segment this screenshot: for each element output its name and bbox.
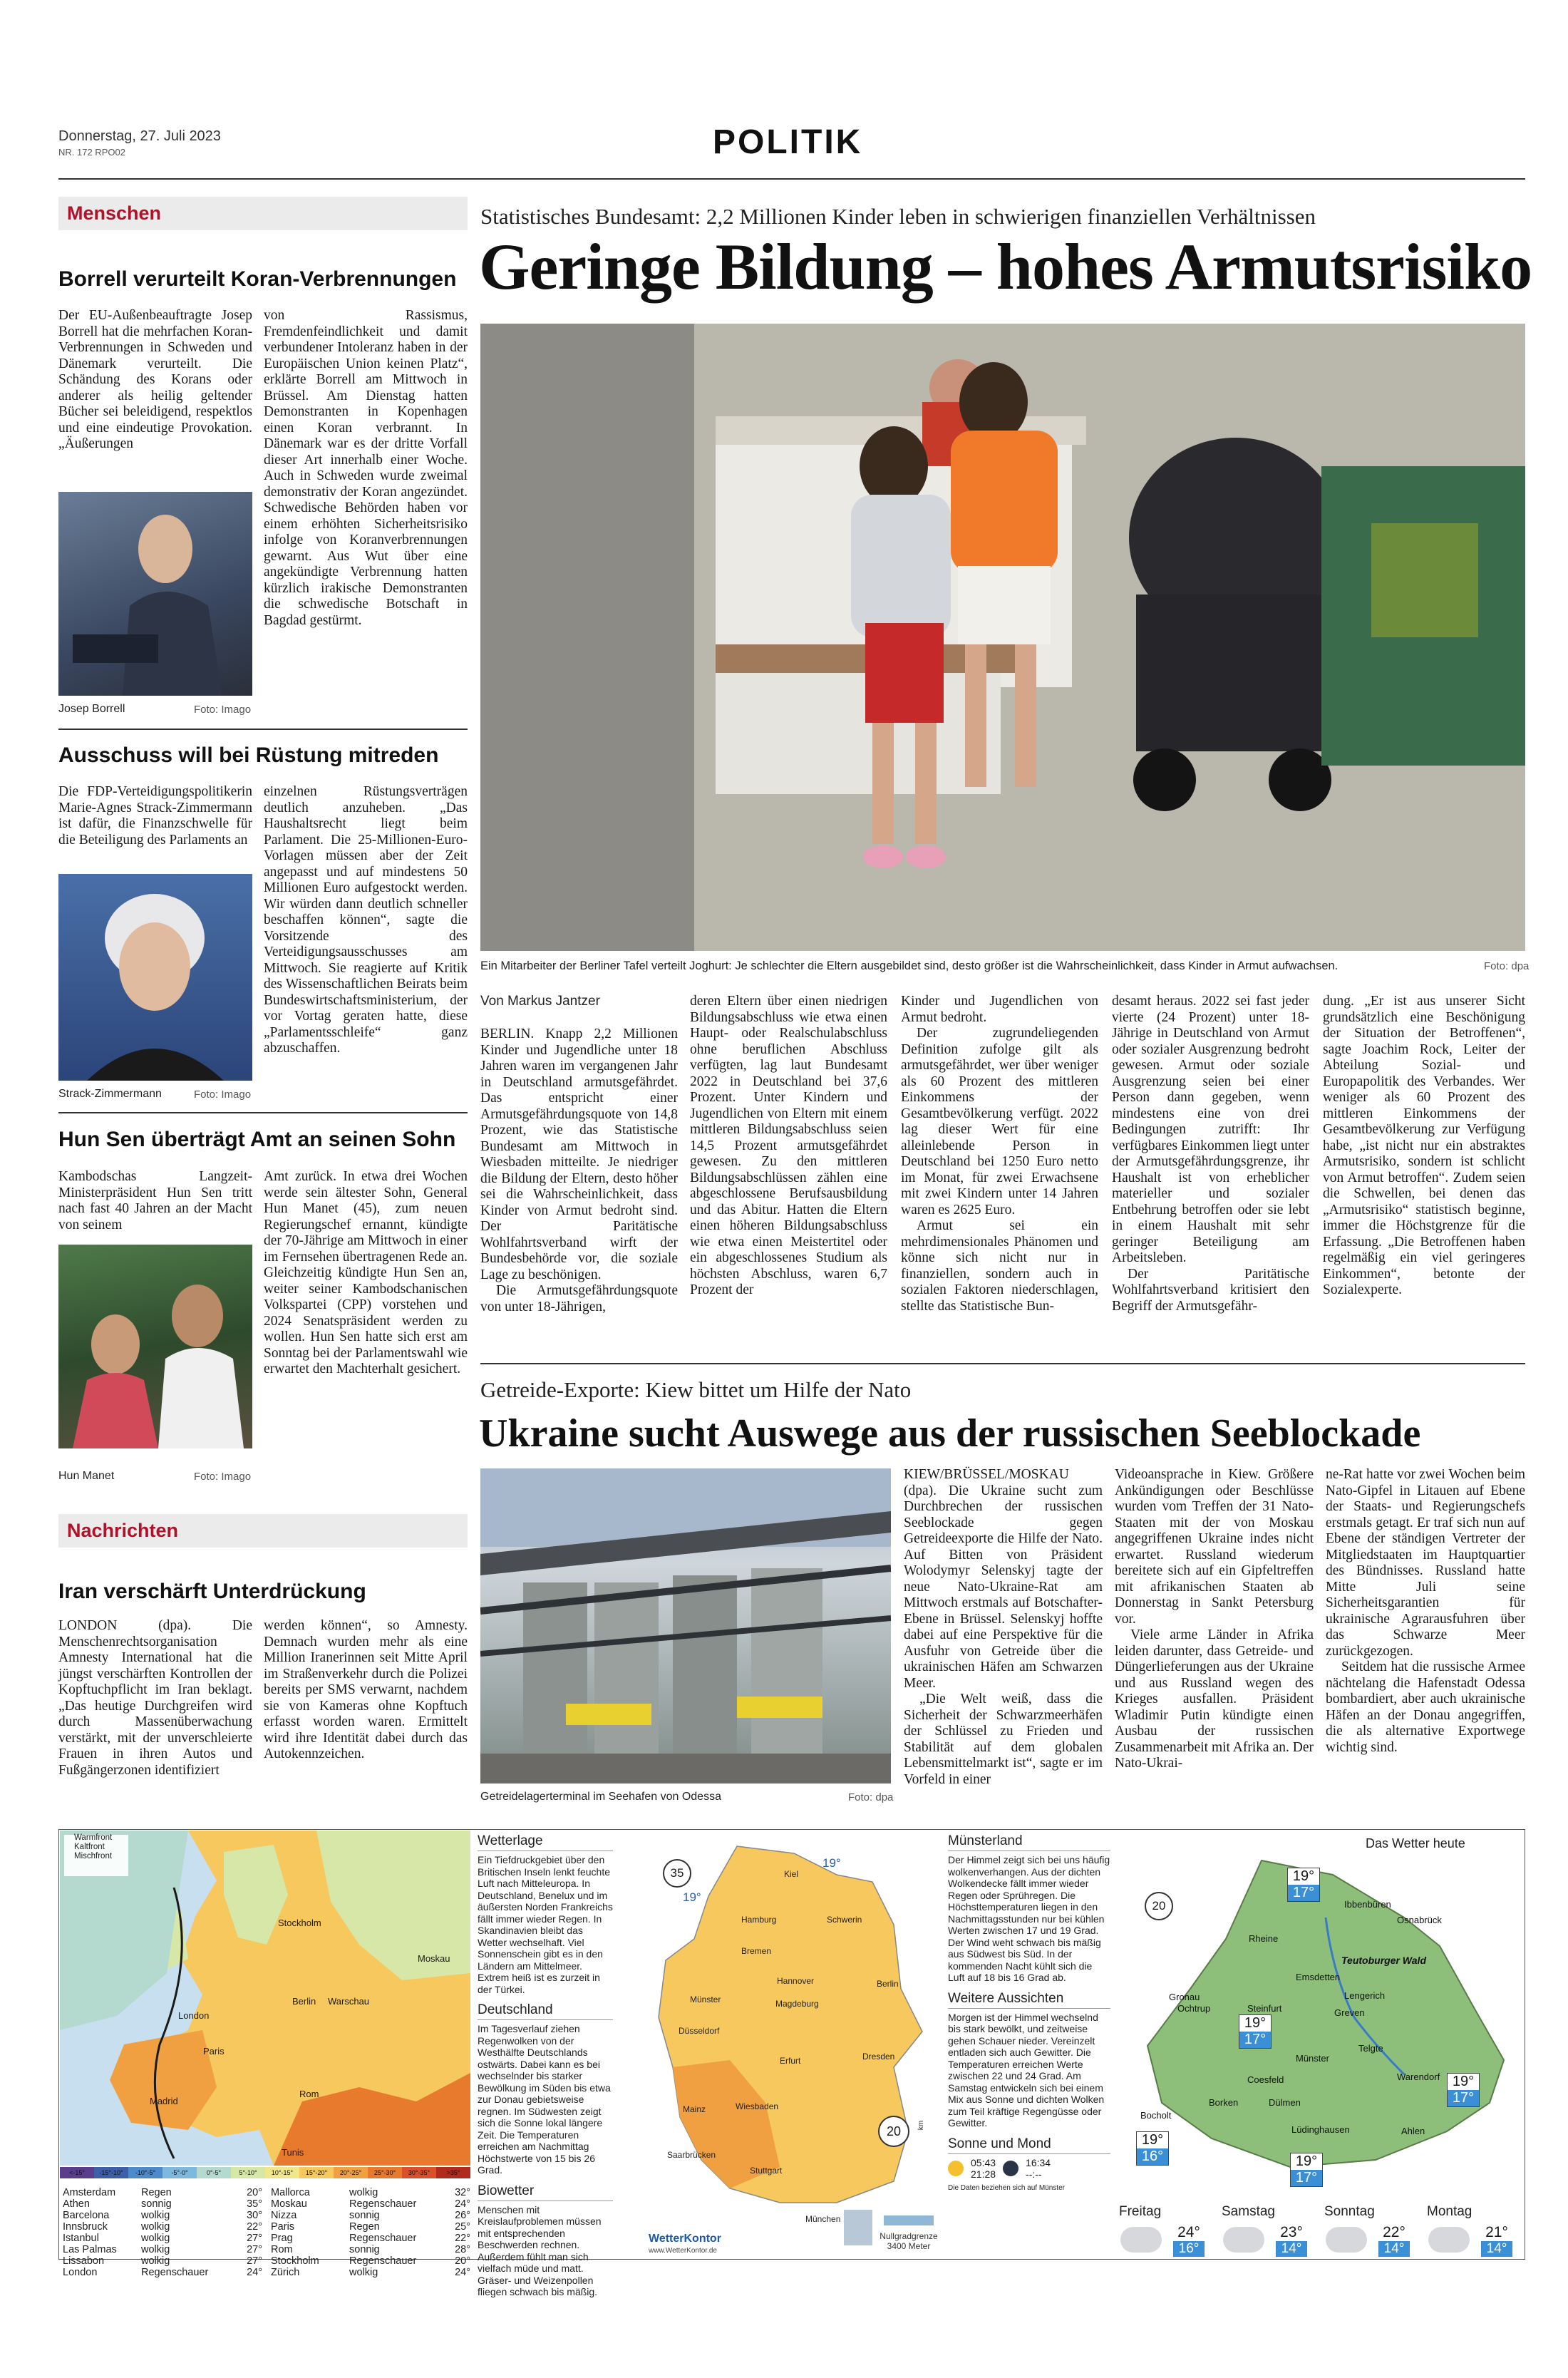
forecast-day-label: Montag <box>1427 2204 1472 2219</box>
europe-map <box>60 1831 470 2166</box>
scale-km: km <box>917 2120 926 2131</box>
strack-credit: Foto: Imago <box>194 1088 252 1101</box>
temp-low: 17° <box>1448 2090 1479 2106</box>
temp-badge: 20 <box>1145 1892 1173 1920</box>
forecast-day-label: Samstag <box>1222 2204 1275 2219</box>
city-label: London <box>178 2010 210 2021</box>
city-row <box>271 2244 470 2255</box>
hunmanet-photo <box>58 1245 252 1448</box>
biowetter-title: Biowetter <box>478 2183 613 2201</box>
city-label: Rom <box>299 2089 319 2099</box>
city-condition: Regenschauer <box>349 2233 417 2244</box>
city-row <box>63 2210 269 2221</box>
city-label: Paris <box>203 2046 225 2057</box>
city-row <box>63 2233 269 2244</box>
city-name: Moskau <box>271 2198 307 2210</box>
divider <box>58 1112 468 1113</box>
city-name: Nizza <box>271 2210 297 2221</box>
forecast-day-label: Freitag <box>1119 2204 1162 2219</box>
regional-city-label: Lüdinghausen <box>1291 2124 1350 2135</box>
city-condition: wolkig <box>141 2221 170 2233</box>
issue-date: Donnerstag, 27. Juli 2023 <box>58 128 221 144</box>
regional-city-label: Ibbenbüren <box>1344 1899 1391 1910</box>
odessa-scene <box>480 1468 891 1784</box>
city-temp: 27° <box>247 2233 262 2244</box>
city-row <box>271 2187 470 2198</box>
city-temp: 24° <box>455 2267 470 2278</box>
scale-cell: 0°-5° <box>197 2167 231 2178</box>
city-label: Warschau <box>328 1996 370 2007</box>
forecast-high: 21° <box>1485 2224 1508 2240</box>
scale-cell: <-15° <box>60 2167 94 2178</box>
divider <box>480 1363 1525 1364</box>
sun-icon <box>948 2161 964 2176</box>
main-photo-scene <box>480 324 1525 951</box>
forecast-high: 22° <box>1383 2224 1405 2240</box>
forecast-low: 14° <box>1378 2241 1410 2257</box>
wetterlage-text: Ein Tiefdruckgebiet über den Britischen Inseln lenkt feuchte Luft nach Mitteleuropa. In Deutschland, Benelux und im äußersten Norden Frankreichs fällt immer wieder Regen. In Skandinavien bleibt das Wetter wechselhaft. Viel Sonnenschein gibt es in den Ländern am Mittelmeer. Extrem heiß ist es zurzeit in der Türkei. <box>478 1854 613 1995</box>
scale-cell: 15°-20° <box>299 2167 334 2178</box>
main-photo-caption: Ein Mitarbeiter der Berliner Tafel verteilt Joghurt: Je schlechter die Eltern ausgebildet sind, desto größer ist die Wahrscheinlichkeit, dass Kinder in Armut aufwachsen. <box>480 959 1339 972</box>
wetterlage-box <box>478 1833 613 2298</box>
sea-temp: 19° <box>822 1856 841 1870</box>
muensterland-text: Der Himmel zeigt sich bei uns häufig wolkenverhangen. Aus der dichten Wolkendecke fällt immer wieder Regen oder Sprühregen. Die Höchsttemperaturen liegen in den Nachmittagsstunden nur bei kühlen Werten zwischen 17 und 19 Grad. Der Wind weht schwach bis mäßig aus Südwest bis Süd. In der kommenden Nacht kühlt sich die Luft auf 18 bis 16 Grad ab. <box>948 1854 1110 1983</box>
city-row <box>271 2198 470 2210</box>
city-condition: Regen <box>349 2221 380 2233</box>
city-name: Lissabon <box>63 2255 105 2267</box>
city-name: Zürich <box>271 2267 300 2278</box>
temp-low: 17° <box>1239 2032 1271 2048</box>
germany-city-label: Magdeburg <box>775 1999 819 2009</box>
brand-url: www.WetterKontor.de <box>649 2247 717 2255</box>
regional-city-label: Teutoburger Wald <box>1341 1955 1426 1966</box>
regional-city-label: Borken <box>1209 2097 1239 2108</box>
city-condition: wolkig <box>349 2187 378 2198</box>
regional-temp-box <box>1136 2131 1169 2166</box>
city-condition: wolkig <box>141 2255 170 2267</box>
city-temp: 32° <box>455 2187 470 2198</box>
temp-low: 17° <box>1291 2170 1322 2186</box>
person-silhouette <box>58 492 252 696</box>
iran-col1: LONDON (dpa). Die Menschenrechtsorganisation Amnesty International hat die jüngst verschärften Kontrollen der Kopftuchpflicht im Iran beklagt. „Das heutige Durchgreifen wird durch Massenüberwachung verstärkt, mit der unverschleierte Frauen in ihren Autos und Fußgängerzonen identifiziert <box>58 1618 252 1778</box>
muensterland-box <box>948 1833 1110 2194</box>
second-col3: ne-Rat hatte vor zwei Wochen beim Nato-Gipfel in Litauen auf Ebene der Staats- und Regierungschefs erstmals getagt. Er traf sich nun auf Ebene der ständigen Vertreter der Mitgliedstaaten im Hauptquartier des Bündnisses. Russland hatte Mitte Juli seine Sicherheitsgarantien für ukrainische Agrarausfuhren über das Schwarze Meer zurückgezogen. Seitdem hat die russische Armee nächtelang die Hafenstadt Odessa bombardiert, aber auch ukrainische Häfen an der Donau angegriffen, die als alternative Exportwege wichtig sind. <box>1326 1467 1525 1755</box>
city-name: Innsbruck <box>63 2221 108 2233</box>
city-condition: sonnig <box>349 2244 380 2255</box>
germany-city-label: Schwerin <box>827 1915 862 1925</box>
section-title: POLITIK <box>713 123 863 161</box>
regional-city-label: Coesfeld <box>1247 2074 1284 2085</box>
forecast-day-label: Sonntag <box>1324 2204 1375 2219</box>
forecast-high: 23° <box>1280 2224 1303 2240</box>
regional-city-label: Steinfurt <box>1247 2003 1282 2014</box>
scale-cell: 30°-35° <box>402 2167 436 2178</box>
iran-col2: werden können“, so Amnesty. Demnach wurden mehr als eine Million Iranerinnen seit Mitte April im Straßenverkehr durch die Polizei bereits per SMS verwarnt, nachdem sie von Kameras ohne Kopftuch erfasst worden waren. Ermittelt wird ihre Identität dabei durch das Autokennzeichen. <box>264 1618 468 1761</box>
temp-badge: 20 <box>878 2116 909 2147</box>
temp-low: 16° <box>1137 2148 1168 2165</box>
temperature-scale <box>60 2167 470 2178</box>
odessa-credit: Foto: dpa <box>848 1791 894 1803</box>
sun-times: 05:43 21:28 <box>971 2156 996 2180</box>
scale-cell: 5°-10° <box>231 2167 265 2178</box>
city-label: Moskau <box>418 1953 450 1964</box>
front-legend: Warmfront Kaltfront Mischfront <box>74 1833 113 1860</box>
city-label: Madrid <box>150 2096 178 2106</box>
sonne-title: Sonne und Mond <box>948 2136 1110 2154</box>
temp-low: 17° <box>1288 1885 1319 1901</box>
scale-cell: >35° <box>436 2167 470 2178</box>
germany-city-label: Düsseldorf <box>679 2026 720 2036</box>
regional-city-label: Ahlen <box>1401 2126 1425 2136</box>
regional-city-label: Münster <box>1296 2053 1329 2064</box>
city-temp: 20° <box>247 2187 262 2198</box>
city-temp: 20° <box>455 2255 470 2267</box>
city-temp: 22° <box>247 2221 262 2233</box>
temp-high: 19° <box>1244 2015 1267 2031</box>
city-row <box>63 2244 269 2255</box>
city-temp: 35° <box>247 2198 262 2210</box>
sea-temp: 19° <box>683 1890 701 1904</box>
city-condition: wolkig <box>141 2233 170 2244</box>
city-name: Istanbul <box>63 2233 99 2244</box>
edition-number: NR. 172 RPO02 <box>58 147 125 158</box>
germany-map <box>623 1832 945 2253</box>
germany-city-label: Bremen <box>741 1946 772 1956</box>
city-row <box>271 2210 470 2221</box>
city-condition: sonnig <box>349 2210 380 2221</box>
city-row <box>63 2187 269 2198</box>
second-col1: KIEW/BRÜSSEL/MOSKAU (dpa). Die Ukraine sucht zum Durchbrechen der russischen Seeblockade gegen Getreideexporte die Hilfe der Nato. Auf Bitten von Präsident Wolodymyr Selenskyj tagte der neue Nato-Ukraine-Rat am Mittwoch erstmals auf Botschafter-Ebene in Brüssel. Selenskyj hoffte dabei auf eine Perspektive für die Ausfuhr von Getreide über die ukrainischen Häfen am Schwarzen Meer. „Die Welt weiß, dass die Sicherheit der Schwarzmeerhäfen der Schlüssel zu Frieden und Stabilität auf dem globalen Lebensmittelmarkt ist“, sagte er im Vorfeld in einer <box>904 1467 1103 1787</box>
heute-title: Das Wetter heute <box>1366 1836 1465 1851</box>
main-photo <box>480 324 1525 951</box>
brand-logo: WetterKontor <box>649 2233 721 2245</box>
city-name: Paris <box>271 2221 295 2233</box>
aussichten-title: Weitere Aussichten <box>948 1991 1110 2009</box>
left-column <box>58 197 468 230</box>
city-condition: wolkig <box>349 2267 378 2278</box>
person-silhouette <box>58 874 252 1081</box>
city-temp: 28° <box>455 2244 470 2255</box>
city-temp: 30° <box>247 2210 262 2221</box>
city-label: Tunis <box>282 2147 304 2158</box>
menschen-label: Menschen <box>58 197 468 230</box>
scale-cell: -5°-0° <box>163 2167 197 2178</box>
regional-city-label: Warendorf <box>1397 2071 1440 2082</box>
europe-map-svg <box>60 1831 470 2166</box>
hunmanet-credit: Foto: Imago <box>194 1471 252 1483</box>
city-name: Stockholm <box>271 2255 319 2267</box>
regional-city-label: Bocholt <box>1140 2110 1172 2121</box>
main-col2: deren Eltern über einen niedrigen Bildungsabschluss wie etwa einen Haupt- oder Realschulabschluss ohne beruflichen Abschluss verfügten, lag laut Bundesamt 2022 in Deutschland bei 37,6 Prozent. Unter Kindern und Jugendlichen von Eltern mit einem mittleren Bildungsabschluss seien 14,5 Prozent armutsgefährdet gewesen. Zu den mittleren Bildungsabschlüssen zählen eine abgeschlossene Berufsausbildung und das Abitur. Hatten die Eltern einen höheren Bildungsabschluss wie etwa einen Meistertitel oder ein abgeschlossenes Studium als höchsten Abschluss, waren 6,7 Prozent der <box>690 994 887 1297</box>
regional-city-label: Rheine <box>1249 1933 1279 1944</box>
germany-city-label: München <box>805 2214 841 2224</box>
strack-photo <box>58 874 252 1081</box>
city-name: Athen <box>63 2198 90 2210</box>
city-name: Prag <box>271 2233 293 2244</box>
city-temp: 24° <box>247 2267 262 2278</box>
germany-city-label: Berlin <box>877 1979 899 1989</box>
city-temp: 27° <box>247 2244 262 2255</box>
borrell-caption: Josep Borrell <box>58 703 125 715</box>
scale-cell: -15°-10° <box>94 2167 128 2178</box>
city-label: Berlin <box>292 1996 316 2007</box>
sun-note: Die Daten beziehen sich auf Münster <box>948 2183 1065 2192</box>
regional-city-label: Greven <box>1334 2007 1365 2018</box>
germany-city-label: Dresden <box>862 2052 895 2062</box>
regional-map <box>1119 1832 1524 2200</box>
city-condition: wolkig <box>141 2244 170 2255</box>
person-silhouette <box>58 1245 252 1448</box>
regional-city-label: Dülmen <box>1269 2097 1301 2108</box>
main-col5: dung. „Er ist aus unserer Sicht grundsätzlich eine Beschönigung der Situation der Betroffenen“, sagte Joachim Rock, Leiter der Abteilung Sozial- und Europapolitik des Verbandes. Wer weniger als 60 Prozent des mittleren Einkommens der Gesamtbevölkerung zur Verfügung habe, „ist nicht nur ein abstraktes Armutsrisiko, sondern ist schlicht von Armut betroffen“. Zudem seien die Schwellen, bei denen das „Armutsrisiko“ statistisch beginne, immer die Höchstgrenze für die Erfassung. „Die Betroffenen haben regelmäßig ein viel geringeres Einkommen“, betonte der Sozialexperte. <box>1323 994 1525 1297</box>
ruestung-col1: Die FDP-Verteidigungspolitikerin Marie-Agnes Strack-Zimmermann ist dafür, die Finanzschwelle für die Beteiligung des Parlaments an <box>58 784 252 848</box>
city-table-right <box>271 2187 470 2278</box>
cloud-rain-icon <box>1120 2227 1162 2253</box>
city-name: London <box>63 2267 98 2278</box>
city-name: Mallorca <box>271 2187 310 2198</box>
scale-cell: 20°-25° <box>334 2167 368 2178</box>
hunsen-col2: Amt zurück. In etwa drei Wochen werde sein ältester Sohn, General Hun Manet (45), zum neuen Regierungschef ernannt, kündigte der 70-Jährige am Mittwoch in einer im Fernsehen übertragenen Rede an. Gleichzeitig kündigte Hun Sen an, weiter seiner Kambodschanischen Volkspartei (CPP) vorstehen und 2024 Senatspräsident werden zu wollen. Hun Sen hatte sich erst am Sonntag bei der Parlamentswahl wie erwartet den Machterhalt gesichert. <box>264 1169 468 1376</box>
biowetter-text: Menschen mit Kreislaufproblemen müssen mit entsprechenden Beschwerden rechnen. Außerdem fühlt man sich vielfach müde und matt. Gräser- und Weizenpollen fliegen schwach bis mäßig. <box>478 2203 602 2297</box>
iran-title: Iran verschärft Unterdrückung <box>58 1580 366 1603</box>
borrell-photo <box>58 492 252 696</box>
germany-city-label: Stuttgart <box>750 2166 783 2176</box>
city-row <box>63 2198 269 2210</box>
germany-map-svg <box>623 1832 945 2253</box>
city-condition: Regenschauer <box>141 2267 209 2278</box>
regional-city-label: Telgte <box>1358 2043 1383 2054</box>
deutschland-title: Deutschland <box>478 2002 613 2020</box>
temp-badge: 35 <box>663 1859 691 1888</box>
city-condition: sonnig <box>141 2198 172 2210</box>
germany-city-label: Wiesbaden <box>736 2101 779 2111</box>
hunsen-col1: Kambodschas Langzeit-Ministerpräsident Hun Sen tritt nach fast 40 Jahren an der Macht von seinem <box>58 1169 252 1232</box>
temp-high: 19° <box>1141 2132 1164 2148</box>
city-condition: Regenschauer <box>349 2198 417 2210</box>
city-table-left <box>63 2187 269 2278</box>
borrell-title: Borrell verurteilt Koran-Verbrennungen <box>58 267 457 291</box>
forecast-low: 14° <box>1481 2241 1512 2257</box>
regional-temp-box <box>1290 2153 1323 2187</box>
scale-cell: 10°-15° <box>265 2167 299 2178</box>
city-row <box>271 2233 470 2244</box>
city-temp: 26° <box>455 2210 470 2221</box>
moon-times: 16:34 --:-- <box>1026 2156 1051 2180</box>
city-name: Las Palmas <box>63 2244 117 2255</box>
cloud-rain-icon <box>1223 2227 1264 2253</box>
city-row <box>271 2221 470 2233</box>
germany-city-label: Saarbrücken <box>667 2150 716 2160</box>
city-name: Rom <box>271 2244 293 2255</box>
germany-city-label: Kiel <box>784 1869 799 1879</box>
header-rule <box>58 178 1525 180</box>
forecast-high: 24° <box>1177 2224 1200 2240</box>
city-temp: 24° <box>455 2198 470 2210</box>
main-headline: Geringe Bildung – hohes Armutsrisiko <box>479 230 1532 303</box>
germany-city-label: Münster <box>690 1994 721 2004</box>
odessa-caption: Getreidelagerterminal im Seehafen von Odessa <box>480 1791 721 1803</box>
moon-icon <box>1003 2161 1018 2176</box>
nachrichten-box <box>58 1514 468 1548</box>
muensterland-title: Münsterland <box>948 1833 1110 1851</box>
city-row <box>63 2267 269 2278</box>
city-row <box>63 2255 269 2267</box>
regional-temp-box <box>1239 2014 1272 2049</box>
germany-city-label: Hannover <box>777 1976 815 1986</box>
cloud-rain-icon <box>1326 2227 1367 2253</box>
forecast-low: 14° <box>1276 2241 1307 2257</box>
second-col2: Videoansprache in Kiew. Größere Ankündigungen oder Beschlüsse wurden vom Treffen der 31 Nato-Staaten mit der von Moskau angegriffenen Ukraine indes nicht erwartet. Russland wiederum bereitete sich auf ein Gipfeltreffen mit afrikanischen Staaten ab Donnerstag in Sankt Petersburg vor. Viele arme Länder in Afrika leiden darunter, dass Getreide- und Düngerlieferungen aus der Ukraine und aus Russland wegen des Krieges ausfallen. Präsident Wladimir Putin kündigte einen Ausbau der russischen Zusammenarbeit mit Afrika an. Der Nato-Ukrai- <box>1115 1467 1314 1771</box>
city-name: Amsterdam <box>63 2187 116 2198</box>
divider <box>58 729 468 730</box>
second-headline: Ukraine sucht Auswege aus der russischen Seeblockade <box>479 1411 1421 1456</box>
strack-caption: Strack-Zimmermann <box>58 1088 162 1100</box>
scale-cell: 25°-30° <box>368 2167 402 2178</box>
city-temp: 22° <box>455 2233 470 2244</box>
borrell-col2: von Rassismus, Fremdenfeindlichkeit und damit verbundener Intoleranz haben in der Europäischen Union keinen Platz“, erklärte Borrell am Mittwoch in Brüssel. Am Dienstag hatten Demonstranten in Kopenhagen einen Koran verbrannt. In Dänemark war es der dritte Vorfall dieser Art innerhalb einer Woche. Auch in Schweden wurde zweimal demonstrativ der Koran angezündet. Schwedische Behörden haben vor einem erhöhten Sicherheitsrisiko infolge von Koranverbrennungen gewarnt. Aus Wut über eine angekündigte Verbrennung hatten kürzlich irakische Demonstranten die schwedische Botschaft in Bagdad gestürmt. <box>264 308 468 628</box>
nullgrad-label: Nullgradgrenze 3400 Meter <box>880 2231 938 2251</box>
aussichten-text: Morgen ist der Himmel wechselnd bis stark bewölkt, und zeitweise gehen Schauer nieder. Vereinzelt entladen sich auch Gewitter. Die Temperaturen erreichen Werte zwischen 22 und 24 Grad. Am Samstag entwickeln sich bei einem Mix aus Sonne und dichten Wolken zum Teil kräftige Regengüsse oder Gewitter. <box>948 2011 1105 2129</box>
hunmanet-caption: Hun Manet <box>58 1470 115 1482</box>
regional-city-label: Lengerich <box>1344 1990 1386 2001</box>
scale-cell: -10°-5° <box>128 2167 163 2178</box>
ruestung-col2: einzelnen Rüstungsverträgen deutlich anzuheben. „Das Haushaltsrecht liegt beim Parlament. Die 25-Millionen-Euro-Vorlagen müssen aber der Zeit angepasst und auf mindestens 50 Millionen Euro aufgestockt werden. Wir würden dann deutlich schneller beschaffen können“, sagte die Vorsitzende des Verteidigungsausschusses am Mittwoch. Sie reagierte auf Kritik des Wissenschaftlichen Beirats beim Bundeswirtschaftsministerium, der vor Vortag geraten hatte, diese „Parlamentsschleife“ ganz abzuschaffen. <box>264 784 468 1056</box>
main-kicker: Statistisches Bundesamt: 2,2 Millionen Kinder leben in schwierigen finanziellen Verhältnissen <box>480 204 1316 229</box>
regional-city-label: Emsdetten <box>1296 1972 1341 1982</box>
city-temp: 25° <box>455 2221 470 2233</box>
temp-high: 19° <box>1452 2074 1475 2089</box>
main-photo-credit: Foto: dpa <box>1484 960 1530 972</box>
odessa-photo <box>480 1468 891 1784</box>
hunsen-title: Hun Sen überträgt Amt an seinen Sohn <box>58 1128 456 1151</box>
city-condition: Regenschauer <box>349 2255 417 2267</box>
deutschland-text: Im Tagesverlauf ziehen Regenwolken von der Westhälfte Deutschlands ostwärts. Dabei kann es bei wechselnder bis starker Bewölkung im Süden bis etwa zur Donau gebietsweise regnen. Im Südwesten zeigt sich die Sonne lokal längere Zeit. Die Temperaturen erreichen am Nachmittag Höchstwerte von 15 bis 26 Grad. <box>478 2023 611 2176</box>
nachrichten-label: Nachrichten <box>58 1514 468 1548</box>
main-col3: Kinder und Jugendlichen von Armut bedroht. Der zugrundeliegenden Definition zufolge gilt als armutsgefährdet, wer über weniger als 60 Prozent des mittleren Einkommens der Gesamtbevölkerung verfügt. 2022 lag dieser Wert für eine alleinlebende Person in Deutschland bei 1250 Euro netto im Monat, für zwei Erwachsene mit zwei Kindern unter 14 Jahren waren es 2625 Euro. Armut sei ein mehrdimensionales Phänomen und könne sich nicht nur in finanziellen, sondern auch in sozialen Faktoren niederschlagen, stellte das Statistische Bun- <box>901 994 1098 1314</box>
regional-city-label: Gronau <box>1169 1992 1200 2002</box>
main-col1: BERLIN. Knapp 2,2 Millionen Kinder und Jugendliche unter 18 Jahren waren im vergangenen Jahr in Deutschland armutsgefährdet. Das entspricht einer Armutsgefährdungsquote von 14,8 Prozent, wie das Statistische Bundesamt am Mittwoch in Wiesbaden mitteilte. Je niedriger die Bildung der Eltern, desto höher sei die Wahrscheinlichkeit, dass Kinder von Armut bedroht sind. Der Paritätische Wohlfahrtsverband wirft der Bundesbehörde vor, die soziale Lage zu beschönigen. Die Armutsgefährdungsquote von unter 18-Jährigen, <box>480 1026 678 1314</box>
borrell-col1: Der EU-Außenbeauftragte Josep Borrell hat die mehrfachen Koran-Verbrennungen in Schweden und Dänemark verurteilt. Die Schändung des Korans oder anderer als heilig geltender Bücher sei beleidigend, respektlos und eine eindeutige Provokation. „Äußerungen <box>58 308 252 451</box>
city-condition: wolkig <box>141 2210 170 2221</box>
ruestung-title: Ausschuss will bei Rüstung mitreden <box>58 743 439 767</box>
main-author: Von Markus Jantzer <box>480 994 600 1009</box>
city-row <box>271 2267 470 2278</box>
regional-temp-box <box>1287 1868 1320 1902</box>
regional-map-svg <box>1119 1832 1524 2200</box>
nullgrad-bar <box>884 2215 934 2225</box>
borrell-credit: Foto: Imago <box>194 704 252 716</box>
temp-high: 19° <box>1292 1868 1315 1884</box>
city-name: Barcelona <box>63 2210 110 2221</box>
main-col4: desamt heraus. 2022 sei fast jeder vierte (24 Prozent) unter 18-Jährige in Deutschland von Armut oder sozialer Ausgrenzung bedroht gewesen. Armut oder soziale Ausgrenzung seien bei einer Person dann gegeben, wenn mindestens eine von drei Bedingungen zutrifft: Ihr verfügbares Einkommen liegt unter der Armutsgefährdungsgrenze, ihr Haushalt ist von erheblicher materieller und sozialer Entbehrung betroffen oder sie lebt in einem Haushalt mit sehr geringer Beteiligung am Arbeitsleben. Der Paritätische Wohlfahrtsverband kritisiert den Begriff der Armutsgefähr- <box>1112 994 1309 1314</box>
city-label: Stockholm <box>278 1918 321 1928</box>
city-condition: Regen <box>141 2187 172 2198</box>
germany-city-label: Hamburg <box>741 1915 777 1925</box>
forecast-low: 16° <box>1173 2241 1205 2257</box>
regional-temp-box <box>1447 2073 1480 2107</box>
germany-city-label: Mainz <box>683 2104 706 2114</box>
cloud-rain-icon <box>1428 2227 1470 2253</box>
temp-high: 19° <box>1295 2153 1318 2169</box>
city-temp: 27° <box>247 2255 262 2267</box>
city-row <box>63 2221 269 2233</box>
city-row <box>271 2255 470 2267</box>
regional-city-label: Osnabrück <box>1397 1915 1442 1925</box>
germany-city-label: Erfurt <box>780 2056 801 2066</box>
wetterlage-title: Wetterlage <box>478 1833 613 1851</box>
regional-city-label: Ochtrup <box>1177 2003 1211 2014</box>
sun-moon-row <box>948 2157 1110 2180</box>
second-kicker: Getreide-Exporte: Kiew bittet um Hilfe der Nato <box>480 1377 912 1402</box>
